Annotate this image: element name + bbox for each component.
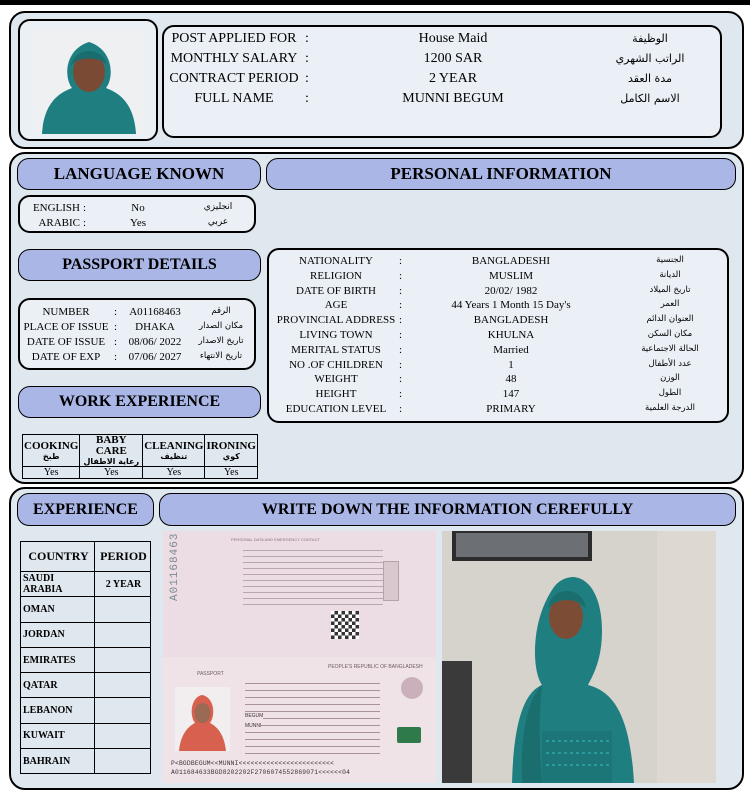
passport-value: A01168463 [129, 306, 181, 318]
personal-label: MERITAL STATUS [291, 343, 381, 356]
personal-colon: : [399, 388, 403, 401]
period-cell [95, 647, 151, 672]
personal-value: 20/02/ 1982 [484, 284, 538, 297]
table-row [21, 572, 151, 597]
period-cell [95, 698, 151, 723]
personal-label: PROVINCIAL ADDRESS [276, 314, 396, 327]
language-colon: : [83, 217, 87, 229]
personal-value: BANGLADESH [473, 314, 549, 327]
table-row [21, 647, 151, 672]
job-value: 1200 SAR [423, 51, 483, 66]
work-skill-ar: تنظيف [160, 451, 188, 461]
personal-arabic: تاريخ الميلاد [649, 284, 691, 295]
personal-value: 1 [508, 358, 514, 371]
passport-colon: : [114, 336, 118, 348]
job-arabic-label: مدة العقد [628, 72, 672, 85]
personal-arabic: الدرجة العلمية [645, 403, 695, 413]
personal-colon: : [399, 284, 403, 297]
job-colon: : [305, 91, 309, 106]
work-skill-en: CLEANING [144, 439, 204, 452]
personal-label: NO .OF CHILDREN [289, 358, 383, 371]
country-cell: LEBANON [21, 698, 95, 723]
country-cell: QATAR [21, 673, 95, 698]
passport-colon: : [114, 351, 118, 363]
passport-value: 07/06/ 2027 [128, 351, 182, 363]
experience-title: EXPERIENCE [17, 493, 154, 526]
personal-colon: : [399, 255, 403, 267]
period-cell [95, 597, 151, 622]
country-cell: OMAN [21, 597, 95, 622]
passport-colon: : [114, 321, 118, 333]
work-skill-ar: كوي [222, 451, 240, 461]
period-cell [95, 749, 151, 774]
work-skill-value: Yes [205, 467, 258, 479]
table-row [21, 723, 151, 748]
language-arabic: عربي [207, 217, 229, 227]
country-cell: EMIRATES [21, 647, 95, 672]
language-value: Yes [129, 217, 146, 229]
personal-arabic: الطول [658, 388, 682, 399]
experience-header-row [21, 542, 151, 572]
country-cell: KUWAIT [21, 723, 95, 748]
personal-arabic: الجنسية [656, 255, 684, 265]
full-length-photo [442, 531, 716, 783]
job-value: MUNNI BEGUM [402, 91, 504, 106]
passport-label: DATE OF EXP [31, 351, 101, 363]
passport-bio-title: PERSONAL DATA AND EMERGENCY CONTACT [231, 537, 320, 542]
personal-value: Married [493, 343, 529, 356]
job-arabic-label: الوظيفة [632, 32, 668, 45]
work-values-row [23, 467, 258, 479]
passport-name-surname: BEGUM [245, 713, 264, 719]
country-cell: JORDAN [21, 622, 95, 647]
photo-frame [18, 19, 158, 141]
language-known-title: LANGUAGE KNOWN [17, 158, 261, 190]
language-label: ARABIC [38, 217, 80, 229]
work-column-header [23, 435, 80, 467]
applicant-photo [34, 30, 144, 134]
job-colon: : [305, 71, 309, 86]
passport-value: DHAKA [135, 321, 175, 333]
job-label: FULL NAME [194, 91, 274, 106]
personal-value: KHULNA [487, 329, 535, 341]
personal-arabic: الوزن [660, 373, 680, 384]
country-experience-table [20, 541, 151, 774]
personal-arabic: مكان السكن [647, 329, 693, 339]
personal-label: RELIGION [310, 269, 362, 282]
country-cell: SAUDI ARABIA [21, 572, 95, 597]
period-cell [95, 622, 151, 647]
job-colon: : [305, 51, 309, 66]
table-row [21, 698, 151, 723]
passport-word: PASSPORT [197, 671, 224, 677]
language-colon: : [83, 202, 87, 214]
period-header: PERIOD [95, 542, 151, 572]
personal-value: 48 [505, 373, 517, 386]
work-skill-ar: طبخ [42, 451, 60, 461]
country-cell: BAHRAIN [21, 749, 95, 774]
personal-colon: : [399, 314, 403, 327]
personal-colon: : [399, 299, 403, 312]
personal-colon: : [399, 269, 403, 282]
personal-value: 44 Years 1 Month 15 Day's [451, 299, 571, 312]
mrz-line-2: A011684633BGD8202202F2706074552869071<<<<<<04 [171, 769, 351, 776]
passport-holder-photo [175, 687, 230, 751]
language-value: No [131, 202, 145, 214]
passport-label: PLACE OF ISSUE [23, 321, 109, 333]
personal-colon: : [399, 358, 403, 371]
personal-label: AGE [324, 299, 348, 312]
personal-colon: : [399, 329, 403, 341]
qr-code-icon [331, 611, 359, 639]
passport-name-given: MUNNI [245, 723, 262, 729]
passport-data-lines [245, 677, 380, 755]
work-skill-en: COOKING [24, 439, 79, 452]
table-row [21, 749, 151, 774]
job-arabic-label: الاسم الكامل [620, 92, 680, 105]
personal-value: MUSLIM [488, 269, 533, 282]
period-cell [95, 723, 151, 748]
personal-colon: : [399, 373, 403, 386]
mrz-line-1: P<BGDBEGUM<<MUNNI<<<<<<<<<<<<<<<<<<<<<<<< [171, 760, 335, 767]
passport-colon: : [114, 306, 118, 318]
job-label: MONTHLY SALARY [170, 51, 298, 66]
period-cell: 2 YEAR [95, 572, 151, 597]
work-experience-title: WORK EXPERIENCE [18, 386, 261, 418]
passport-arabic: تاريخ الانتهاء [199, 351, 243, 361]
passport-bio-lines [243, 545, 383, 605]
passport-scan-image [163, 531, 436, 783]
personal-label: HEIGHT [315, 388, 357, 401]
personal-arabic: العمر [660, 299, 680, 310]
job-arabic-label: الراتب الشهري [615, 52, 685, 65]
language-label: ENGLISH [32, 202, 80, 214]
passport-stamp [383, 561, 399, 601]
top-border [0, 0, 750, 5]
personal-label: LIVING TOWN [299, 329, 373, 341]
write-down-title: WRITE DOWN THE INFORMATION CEREFULLY [159, 493, 736, 526]
personal-label: EDUCATION LEVEL [285, 403, 387, 415]
personal-colon: : [399, 343, 403, 356]
personal-value: BANGLADESHI [471, 255, 551, 267]
personal-colon: : [399, 403, 403, 415]
passport-details-title: PASSPORT DETAILS [18, 249, 261, 281]
personal-information-title: PERSONAL INFORMATION [266, 158, 736, 190]
job-label: POST APPLIED FOR [171, 31, 297, 46]
job-colon: : [305, 31, 309, 46]
personal-arabic: الحالة الاجتماعية [641, 343, 699, 354]
personal-label: DATE OF BIRTH [295, 284, 376, 297]
passport-label: NUMBER [42, 306, 90, 318]
work-skill-value: Yes [143, 467, 205, 479]
work-column-header [205, 435, 258, 467]
passport-side-number: A01168463 [169, 532, 181, 601]
work-skill-ar: رعاية الاطفال [83, 457, 140, 466]
work-skill-en: IRONING [206, 439, 256, 452]
work-header-row [23, 435, 258, 467]
job-label: CONTRACT PERIOD [169, 71, 299, 86]
personal-value: 147 [502, 388, 520, 401]
country-header: COUNTRY [21, 542, 95, 572]
table-row [21, 597, 151, 622]
table-row [21, 673, 151, 698]
work-skill-en: BABY CARE [95, 434, 127, 457]
passport-data-page [163, 657, 436, 783]
personal-arabic: عدد الأطفال [648, 358, 692, 369]
passport-value: 08/06/ 2022 [128, 336, 182, 348]
job-value: 2 YEAR [428, 71, 478, 86]
passport-arabic: مكان الصدار [198, 321, 244, 331]
job-value: House Maid [418, 31, 488, 46]
passport-flag [397, 727, 421, 743]
personal-arabic: العنوان الدائم [646, 314, 694, 325]
work-skill-value: Yes [80, 467, 143, 479]
period-cell [95, 673, 151, 698]
passport-bio-page [163, 531, 436, 657]
passport-arabic: تاريخ الاصدار [198, 336, 244, 346]
work-skill-value: Yes [23, 467, 80, 479]
personal-label: NATIONALITY [299, 255, 373, 267]
work-column-header [80, 435, 143, 467]
passport-country-header: PEOPLE'S REPUBLIC OF BANGLADESH [328, 664, 423, 670]
passport-emblem [401, 677, 423, 699]
work-column-header [143, 435, 205, 467]
personal-label: WEIGHT [314, 373, 358, 386]
personal-arabic: الديانة [659, 269, 681, 280]
language-arabic: انجليزي [203, 202, 233, 212]
passport-arabic: الرقم [211, 306, 231, 316]
work-experience-table [22, 434, 258, 479]
passport-label: DATE OF ISSUE [26, 336, 106, 348]
personal-value: PRIMARY [486, 403, 536, 415]
table-row [21, 622, 151, 647]
